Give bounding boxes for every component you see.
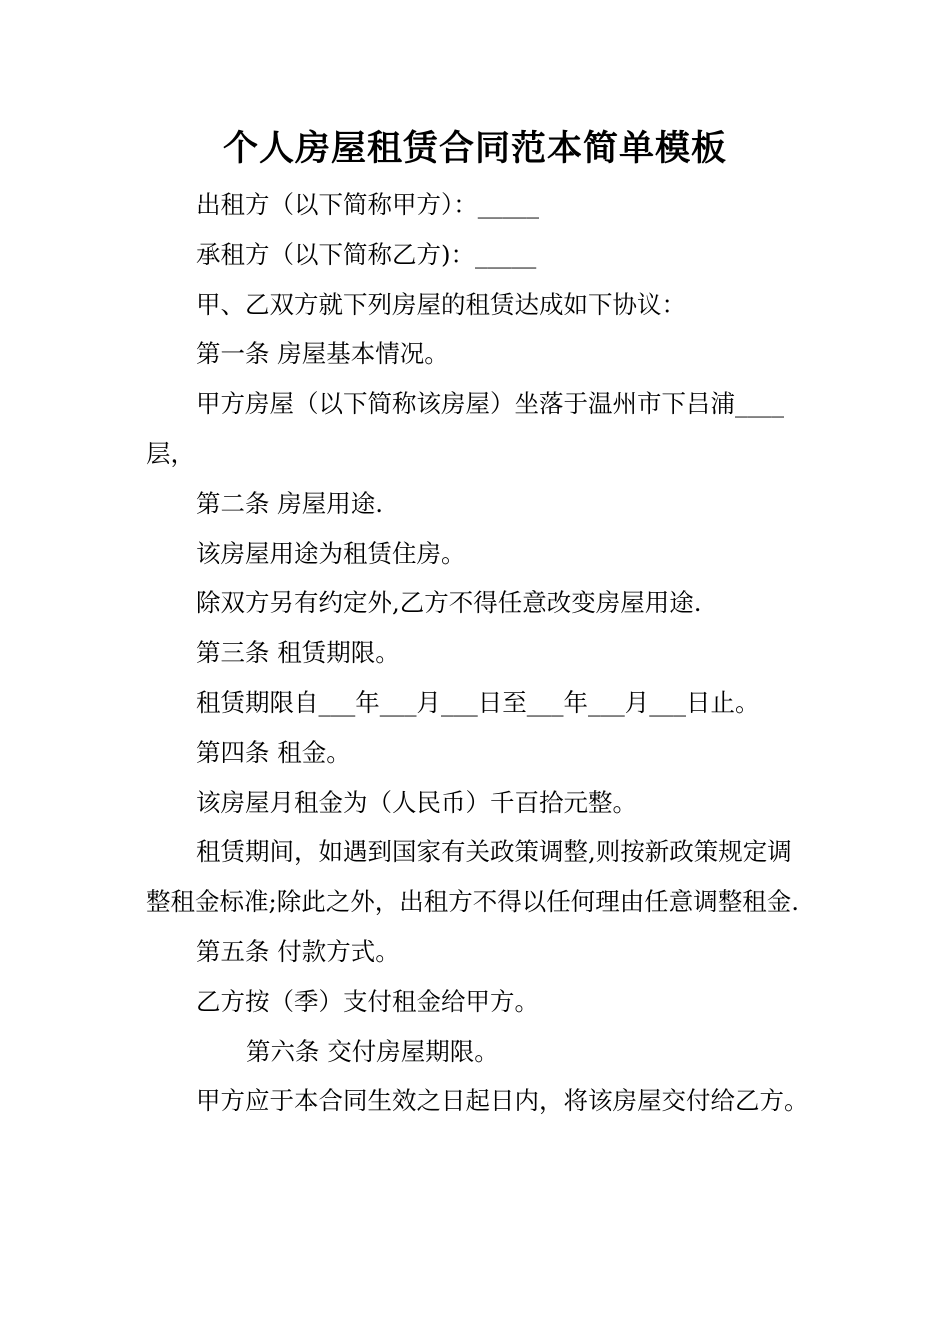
clause-agreement-intro: 甲、乙双方就下列房屋的租赁达成如下协议：: [196, 289, 686, 319]
document-body: [146, 180, 810, 1126]
article-4-text-1: 该房屋月租金为（人民币）千百拾元整。: [196, 787, 637, 817]
article-6-heading: 第六条 交付房屋期限。: [246, 1036, 499, 1066]
clause-lessee: 承租方（以下简称乙方)：_____: [196, 239, 537, 269]
article-2-heading: 第二条 房屋用途.: [196, 488, 384, 518]
article-6-text: 甲方应于本合同生效之日起日内，将该房屋交付给乙方。: [196, 1086, 809, 1116]
article-4-text-2: 租赁期间，如遇到国家有关政策调整,则按新政策规定调整租金标准;除此之外，出租方不得以任何理由任意调整租金.: [146, 837, 800, 917]
article-2-text-1: 该房屋用途为租赁住房。: [196, 538, 466, 568]
article-2-text-2: 除双方另有约定外,乙方不得任意改变房屋用途.: [196, 588, 702, 618]
article-4-heading: 第四条 租金。: [196, 737, 351, 767]
article-3-heading: 第三条 租赁期限。: [196, 638, 400, 668]
clause-lessor: 出租方（以下简称甲方）：_____: [196, 190, 539, 219]
article-1-text: 甲方房屋（以下简称该房屋）坐落于温州市下吕浦____层，: [146, 389, 784, 468]
article-5-text: 乙方按（季）支付租金给甲方。: [196, 986, 539, 1016]
document-title: 个人房屋租赁合同范本简单模板: [222, 128, 727, 169]
article-1-heading: 第一条 房屋基本情况。: [196, 339, 449, 369]
article-5-heading: 第五条 付款方式。: [196, 936, 400, 966]
article-3-text: 租赁期限自___年___月___日至___年___月___日止。: [196, 687, 760, 717]
